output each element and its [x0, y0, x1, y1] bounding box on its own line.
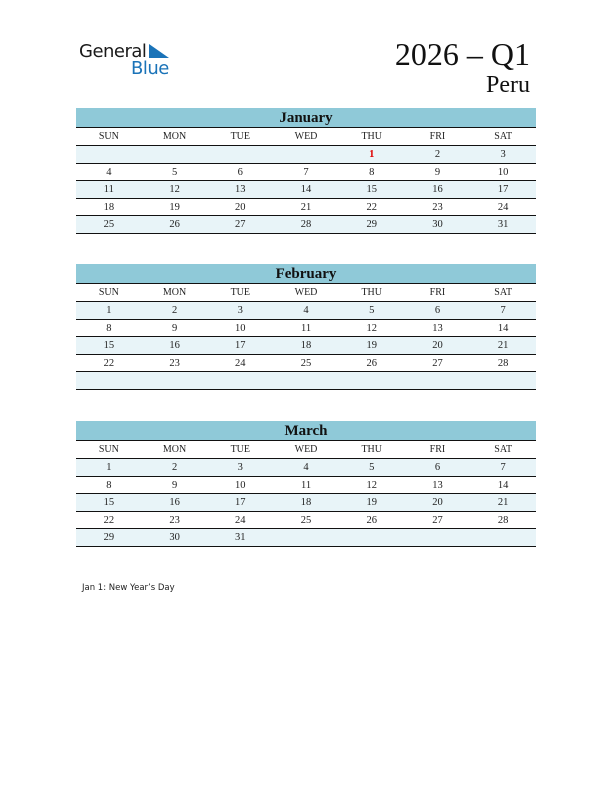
- date-cell: 20: [235, 201, 246, 213]
- date-cell: 16: [169, 497, 180, 508]
- date-cell: 11: [103, 184, 114, 195]
- date-cell: [470, 372, 536, 389]
- date-cell: 27: [432, 514, 443, 526]
- day-name: WED: [294, 131, 318, 142]
- date-cell: 15: [366, 184, 377, 195]
- date-cell: 27: [432, 357, 443, 369]
- day-name: SAT: [494, 444, 513, 455]
- date-cell: 12: [169, 184, 180, 195]
- month-calendar-march: [76, 421, 536, 547]
- date-cell: 26: [169, 219, 180, 230]
- month-calendar-january: [76, 108, 536, 234]
- week-row: [76, 494, 536, 512]
- day-name: SUN: [98, 131, 119, 142]
- date-cell: 24: [235, 514, 246, 526]
- date-cell: 22: [103, 514, 115, 526]
- date-cell: 1: [106, 462, 112, 473]
- date-cell: 18: [300, 340, 312, 351]
- date-cell: 21: [497, 340, 509, 351]
- day-name: TUE: [230, 444, 251, 455]
- date-cell: [405, 372, 471, 389]
- week-row: [76, 216, 536, 234]
- date-cell: [273, 146, 339, 163]
- logo-word-general: General: [79, 41, 147, 62]
- day-names-row: [76, 128, 536, 146]
- holiday-date-cell: 1: [369, 149, 375, 160]
- date-cell: [470, 529, 536, 546]
- date-cell: 21: [300, 201, 312, 213]
- date-cell: 17: [235, 340, 246, 351]
- date-cell: 27: [235, 219, 246, 230]
- date-cell: 25: [300, 357, 312, 369]
- logo-triangle-icon: [149, 44, 169, 58]
- date-cell: 2: [171, 305, 178, 316]
- date-cell: 28: [300, 219, 312, 230]
- date-cell: 31: [235, 532, 246, 543]
- day-name: FRI: [429, 444, 446, 455]
- date-cell: 12: [366, 479, 377, 491]
- country-name: Peru: [486, 72, 530, 98]
- week-row: [76, 164, 536, 182]
- day-name: TUE: [230, 287, 251, 298]
- page-title: 2026 – Q1: [394, 36, 530, 72]
- day-name: WED: [294, 444, 318, 455]
- date-cell: 23: [432, 201, 443, 213]
- week-row: [76, 512, 536, 530]
- day-name: THU: [361, 287, 383, 298]
- date-cell: 15: [103, 340, 115, 351]
- date-cell: 22: [366, 201, 377, 213]
- date-cell: 8: [106, 479, 112, 491]
- date-cell: 30: [432, 219, 443, 230]
- date-cell: 8: [106, 322, 112, 334]
- date-cell: 28: [497, 357, 509, 369]
- date-cell: 20: [432, 340, 443, 351]
- date-cell: 6: [434, 462, 441, 473]
- date-cell: 5: [369, 305, 375, 316]
- day-name: SAT: [494, 287, 513, 298]
- date-cell: [273, 529, 339, 546]
- date-cell: 16: [169, 340, 180, 351]
- date-cell: 11: [300, 322, 312, 334]
- date-cell: 15: [103, 497, 115, 508]
- week-row: [76, 302, 536, 320]
- date-cell: 29: [366, 219, 377, 230]
- date-cell: 13: [235, 184, 246, 195]
- date-cell: 14: [497, 322, 509, 334]
- date-cell: 12: [366, 322, 377, 334]
- date-cell: 20: [432, 497, 443, 508]
- date-cell: [339, 529, 405, 546]
- day-name: MON: [162, 287, 187, 298]
- date-cell: 5: [369, 462, 375, 473]
- date-cell: 23: [169, 357, 180, 369]
- date-cell: 10: [235, 479, 246, 491]
- date-cell: 21: [497, 497, 509, 508]
- week-row: [76, 181, 536, 199]
- date-cell: 2: [171, 462, 178, 473]
- date-cell: 7: [303, 166, 309, 178]
- date-cell: 19: [366, 340, 377, 351]
- date-cell: 7: [500, 462, 506, 473]
- day-name: SUN: [98, 444, 119, 455]
- month-title: February: [76, 264, 536, 284]
- date-cell: [76, 146, 142, 163]
- day-name: FRI: [429, 131, 446, 142]
- date-cell: 11: [300, 479, 312, 491]
- day-name: SUN: [98, 287, 119, 298]
- day-name: FRI: [429, 287, 446, 298]
- week-row: [76, 372, 536, 390]
- date-cell: 24: [235, 357, 246, 369]
- date-cell: 10: [497, 166, 509, 178]
- day-name: SAT: [494, 131, 513, 142]
- date-cell: 3: [500, 149, 506, 160]
- week-row: [76, 320, 536, 338]
- date-cell: 19: [169, 201, 180, 213]
- date-cell: 26: [366, 514, 377, 526]
- date-cell: 29: [103, 532, 115, 543]
- month-title: January: [76, 108, 536, 128]
- date-cell: 7: [500, 305, 506, 316]
- day-name: MON: [162, 131, 187, 142]
- week-row: [76, 146, 536, 164]
- date-cell: 8: [369, 166, 375, 178]
- date-cell: 3: [237, 462, 243, 473]
- day-name: THU: [361, 131, 383, 142]
- week-row: [76, 459, 536, 477]
- logo-word-blue: Blue: [131, 58, 169, 79]
- generalblue-logo: [79, 41, 179, 81]
- date-cell: 13: [432, 322, 443, 334]
- date-cell: [142, 372, 208, 389]
- date-cell: 28: [497, 514, 509, 526]
- date-cell: 24: [497, 201, 509, 213]
- date-cell: 25: [103, 219, 115, 230]
- day-name: THU: [361, 444, 383, 455]
- date-cell: [207, 146, 273, 163]
- date-cell: 17: [497, 184, 509, 195]
- date-cell: 1: [106, 305, 112, 316]
- month-title: March: [76, 421, 536, 441]
- date-cell: [76, 372, 142, 389]
- date-cell: 9: [434, 166, 441, 178]
- date-cell: 14: [300, 184, 312, 195]
- date-cell: 10: [235, 322, 246, 334]
- date-cell: 26: [366, 357, 377, 369]
- date-cell: 13: [432, 479, 443, 491]
- date-cell: [142, 146, 208, 163]
- date-cell: 18: [300, 497, 312, 508]
- date-cell: [207, 372, 273, 389]
- date-cell: 6: [237, 166, 243, 178]
- date-cell: [405, 529, 471, 546]
- date-cell: 4: [106, 166, 112, 178]
- date-cell: 23: [169, 514, 180, 526]
- date-cell: 31: [497, 219, 509, 230]
- day-name: WED: [294, 287, 318, 298]
- week-row: [76, 337, 536, 355]
- date-cell: [273, 372, 339, 389]
- week-row: [76, 199, 536, 217]
- date-cell: 17: [235, 497, 246, 508]
- date-cell: [339, 372, 405, 389]
- day-names-row: [76, 284, 536, 302]
- date-cell: 3: [237, 305, 243, 316]
- month-calendar-february: [76, 264, 536, 390]
- date-cell: 30: [169, 532, 180, 543]
- date-cell: 6: [434, 305, 441, 316]
- day-name: TUE: [230, 131, 251, 142]
- week-row: [76, 529, 536, 547]
- date-cell: 2: [434, 149, 441, 160]
- date-cell: 5: [171, 166, 178, 178]
- date-cell: 25: [300, 514, 312, 526]
- date-cell: 22: [103, 357, 115, 369]
- date-cell: 4: [303, 462, 309, 473]
- week-row: [76, 355, 536, 373]
- day-name: MON: [162, 444, 187, 455]
- date-cell: 4: [303, 305, 309, 316]
- date-cell: 9: [171, 322, 178, 334]
- date-cell: 9: [171, 479, 178, 491]
- date-cell: 16: [432, 184, 443, 195]
- day-names-row: [76, 441, 536, 459]
- holiday-note: Jan 1: New Year’s Day: [82, 583, 175, 593]
- date-cell: 18: [103, 201, 115, 213]
- date-cell: 14: [497, 479, 509, 491]
- date-cell: 19: [366, 497, 377, 508]
- week-row: [76, 477, 536, 495]
